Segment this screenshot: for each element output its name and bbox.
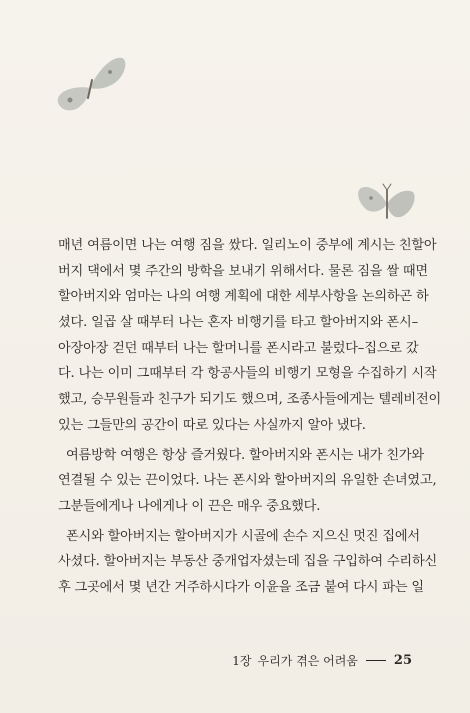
butterfly-icon — [355, 180, 417, 230]
text-line: 아장아장 걷던 때부터 나는 할머니를 폰시라고 불렀다–집으로 갔 — [58, 340, 419, 356]
text-line: 버지 댁에서 몇 주간의 방학을 보내기 위해서다. 물론 짐을 쌀 때면 — [58, 263, 428, 279]
text-line: 셨다. 일곱 살 때부터 나는 혼자 비행기를 타고 할아버지와 폰시– — [58, 315, 418, 331]
chapter-number: 1장 — [232, 654, 252, 668]
paragraph-3 — [58, 524, 438, 601]
text-line: 할아버지와 엄마는 나의 여행 계획에 대한 세부사항을 논의하곤 하 — [58, 289, 429, 305]
text-line: 폰시와 할아버지는 할아버지가 시골에 손수 지으신 멋진 집에서 — [66, 528, 420, 544]
text-line: 매년 여름이면 나는 여행 짐을 쌌다. 일리노이 중부에 계시는 친할아 — [58, 238, 437, 253]
text-line: 여름방학 여행은 항상 즐거웠다. 할아버지와 폰시는 내가 친가와 — [66, 447, 424, 463]
text-line: 후 그곳에서 몇 년간 거주하시다가 이윤을 조금 붙여 다시 파는 일 — [58, 579, 424, 595]
text-line: 사셨다. 할아버지는 부동산 중개업자셨는데 집을 구입하여 수리하신 — [58, 554, 438, 570]
body-text — [58, 233, 442, 601]
paragraph-1 — [58, 233, 442, 439]
text-line: 그분들에게나 나에게나 이 끈은 매우 중요했다. — [58, 498, 321, 514]
text-line: 했고, 승무원들과 친구가 되기도 했으며, 조종사들에게는 텔레비전이 — [58, 392, 442, 408]
chapter-title: 우리가 겪은 어려움 — [257, 654, 358, 668]
butterfly-icon — [50, 50, 130, 120]
text-line: 다. 나는 이미 그때부터 각 항공사들의 비행기 모형을 수집하기 시작 — [58, 366, 437, 382]
footer-rule — [366, 660, 386, 661]
paragraph-2 — [58, 443, 437, 520]
page-footer — [232, 652, 412, 669]
text-line: 연결될 수 있는 끈이었다. 나는 폰시와 할아버지의 유일한 손녀였고, — [58, 473, 437, 489]
page-number: 25 — [393, 653, 412, 668]
text-line: 있는 그들만의 공간이 따로 있다는 사실까지 알아 냈다. — [58, 417, 366, 433]
